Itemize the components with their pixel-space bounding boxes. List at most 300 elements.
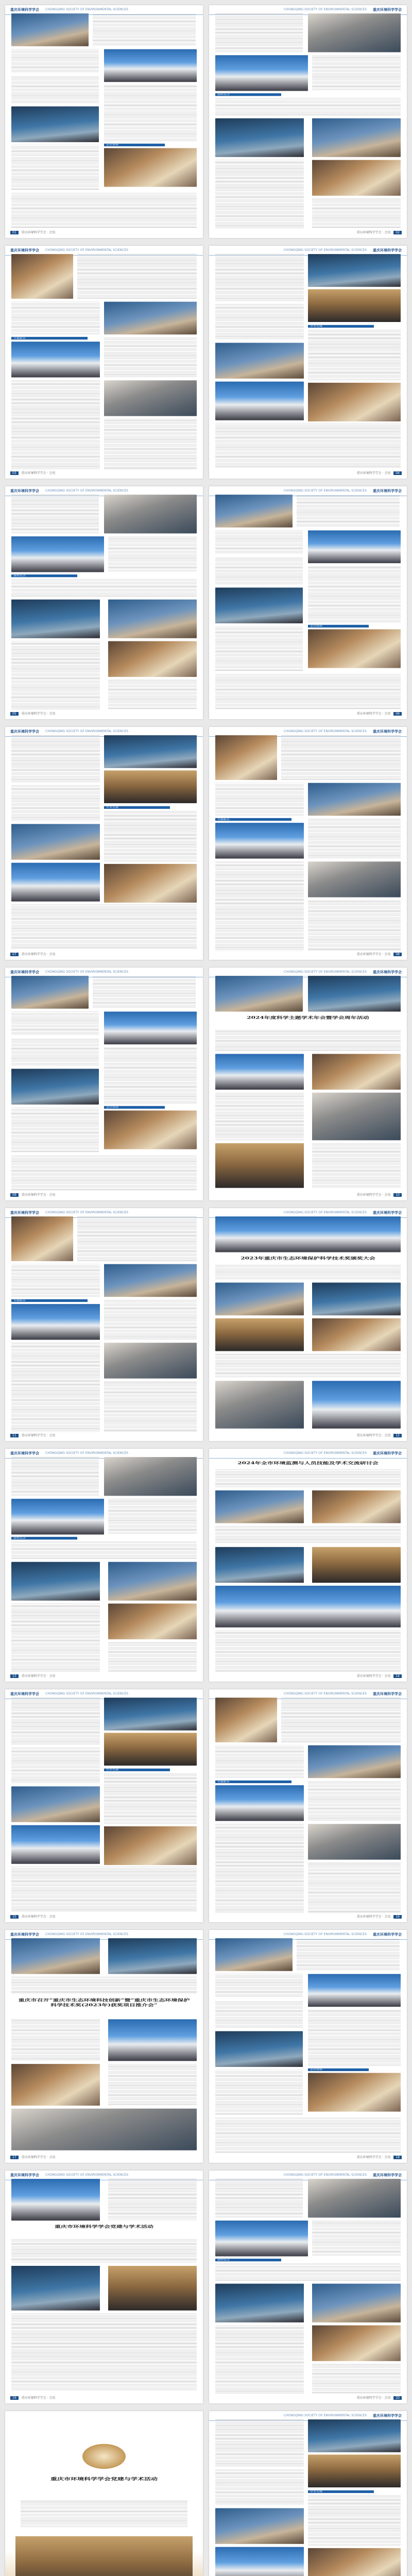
body-text-block xyxy=(11,77,99,104)
page-number: 08 xyxy=(393,953,402,956)
right-page xyxy=(209,1449,407,1682)
photo-caption: 颁奖仪式 xyxy=(215,2259,281,2261)
page-footer xyxy=(214,1673,402,1679)
article-photo xyxy=(108,2266,197,2311)
article-photo xyxy=(104,1012,197,1045)
body-text-block xyxy=(215,98,401,116)
article-photo xyxy=(308,629,401,668)
page-content xyxy=(5,1689,203,1922)
page-content xyxy=(209,1449,407,1682)
body-text-block xyxy=(108,536,197,572)
body-text-block xyxy=(11,1748,100,1783)
page-content xyxy=(209,2411,407,2576)
article-photo xyxy=(215,2547,304,2576)
body-text-block xyxy=(21,2500,187,2527)
article-photo xyxy=(215,735,277,780)
right-page xyxy=(209,1208,407,1441)
article-photo xyxy=(215,1698,277,1742)
right-page xyxy=(209,727,407,960)
body-text-block xyxy=(11,380,100,469)
body-text-block xyxy=(308,2495,401,2546)
article-photo xyxy=(215,1547,304,1583)
page-content xyxy=(5,2411,203,2576)
body-text-block xyxy=(215,2263,401,2281)
magazine-name: 重庆环境科学学会 xyxy=(373,730,402,734)
magazine-name: 重庆环境科学学会 xyxy=(10,1211,39,1215)
magazine-subtitle: CHONGQING SOCIETY OF ENVIRONMENTAL SCIENCES xyxy=(283,489,367,493)
article-photo xyxy=(11,2064,100,2106)
body-text-block xyxy=(108,680,197,710)
article-photo xyxy=(308,1824,401,1859)
page-footer xyxy=(10,470,198,476)
page-content xyxy=(5,1449,203,1682)
article-photo xyxy=(308,2419,401,2452)
page-content xyxy=(5,1208,203,1441)
photo-caption: 颁奖仪式 xyxy=(215,93,281,96)
body-text-block xyxy=(215,160,304,229)
body-text-block xyxy=(215,304,304,340)
article-photo xyxy=(11,1562,100,1601)
article-photo xyxy=(104,302,197,335)
body-text-block xyxy=(104,85,197,142)
article-photo xyxy=(215,823,304,858)
body-text-block xyxy=(108,2179,197,2221)
right-page xyxy=(209,968,407,1200)
magazine-subtitle: CHONGQING SOCIETY OF ENVIRONMENTAL SCIENCES xyxy=(283,970,367,974)
footer-label: 重庆环境科学学会 · 会讯 xyxy=(356,2156,391,2159)
page-content xyxy=(5,5,203,238)
article-photo xyxy=(104,1826,197,1865)
left-page xyxy=(5,2411,203,2576)
page-content xyxy=(5,2171,203,2403)
article-photo xyxy=(308,2179,401,2217)
body-text-block xyxy=(11,641,100,710)
magazine-spread xyxy=(0,967,412,1204)
body-text-block xyxy=(215,2419,304,2467)
left-page xyxy=(5,1208,203,1441)
body-text-block xyxy=(11,1867,197,1911)
body-text-block xyxy=(215,2179,303,2217)
body-text-block xyxy=(308,1862,401,1913)
body-text-block xyxy=(215,1093,304,1140)
magazine-name: 重庆环境科学学会 xyxy=(10,730,39,734)
photo-caption: 学术交流 xyxy=(104,806,170,809)
footer-label: 重庆环境科学学会 · 会讯 xyxy=(21,1674,56,1678)
magazine-name: 重庆环境科学学会 xyxy=(10,970,39,974)
body-text-block xyxy=(308,900,401,951)
article-photo xyxy=(104,1698,197,1731)
article-photo xyxy=(108,1562,197,1601)
magazine-spread xyxy=(0,245,412,482)
body-text-block xyxy=(215,861,304,951)
article-photo xyxy=(312,1381,401,1428)
footer-label: 重庆环境科学学会 · 会讯 xyxy=(21,231,56,234)
article-photo xyxy=(312,1490,401,1523)
body-text-block xyxy=(215,1526,401,1544)
magazine-name: 重庆环境科学学会 xyxy=(10,489,39,493)
article-photo xyxy=(308,383,401,421)
body-text-block xyxy=(215,1745,304,1778)
left-page xyxy=(5,1930,203,2163)
article-photo xyxy=(108,1604,197,1639)
footer-label: 重庆环境科学学会 · 会讯 xyxy=(21,1193,56,1197)
magazine-name: 重庆环境科学学会 xyxy=(10,1692,39,1696)
page-footer xyxy=(214,230,402,235)
page-footer xyxy=(10,1192,198,1197)
left-page xyxy=(5,968,203,1200)
magazine-spread xyxy=(0,1688,412,1925)
article-photo xyxy=(108,2019,197,2061)
body-text-block xyxy=(11,1039,99,1066)
article-photo xyxy=(308,2073,401,2111)
footer-label: 重庆环境科学学会 · 会讯 xyxy=(356,1434,391,1437)
magazine-subtitle: CHONGQING SOCIETY OF ENVIRONMENTAL SCIENCES xyxy=(45,2173,129,2177)
body-text-block xyxy=(11,1108,99,1153)
photo-caption: 会议现场 xyxy=(104,1106,165,1109)
body-text-block xyxy=(11,2019,100,2061)
magazine-subtitle: CHONGQING SOCIETY OF ENVIRONMENTAL SCIENCES xyxy=(283,2414,367,2417)
article-photo xyxy=(215,1938,293,1971)
photo-caption: 学术交流 xyxy=(308,325,374,328)
body-text-block xyxy=(104,1381,197,1432)
magazine-name: 重庆环境科学学会 xyxy=(10,2173,39,2177)
magazine-subtitle: CHONGQING SOCIETY OF ENVIRONMENTAL SCIENCES xyxy=(45,970,129,974)
body-text-block xyxy=(281,1698,401,1742)
article-photo xyxy=(11,254,73,299)
body-text-block xyxy=(308,566,401,623)
body-text-block xyxy=(77,1216,197,1261)
article-photo xyxy=(312,1283,401,1316)
body-text-block xyxy=(215,1354,401,1378)
magazine-subtitle: CHONGQING SOCIETY OF ENVIRONMENTAL SCIENCES xyxy=(283,1451,367,1455)
body-text-block xyxy=(104,1773,197,1824)
article-photo xyxy=(11,863,100,902)
body-text-block xyxy=(215,1469,401,1487)
article-photo xyxy=(215,976,303,1011)
footer-label: 重庆环境科学学会 · 会讯 xyxy=(356,953,391,956)
page-content xyxy=(5,486,203,719)
page-number: 02 xyxy=(393,231,402,234)
magazine-name: 重庆环境科学学会 xyxy=(373,489,402,493)
article-photo xyxy=(308,976,401,1011)
article-photo xyxy=(11,1786,100,1822)
article-photo xyxy=(312,1547,401,1583)
body-text-block xyxy=(104,1300,197,1340)
page-footer xyxy=(214,2395,402,2400)
body-text-block xyxy=(11,1457,99,1496)
page-number: 10 xyxy=(393,1193,402,1197)
left-page xyxy=(5,2171,203,2403)
page-content xyxy=(209,1689,407,1922)
body-text-block xyxy=(215,2326,304,2394)
left-page xyxy=(5,727,203,960)
magazine-name: 重庆环境科学学会 xyxy=(10,8,39,12)
article-photo xyxy=(11,976,89,1009)
page-number: 09 xyxy=(10,1193,19,1197)
article-photo xyxy=(215,1318,304,1351)
magazine-name: 重庆环境科学学会 xyxy=(10,1451,39,1455)
right-page xyxy=(209,1930,407,2163)
footer-label: 重庆环境科学学会 · 会讯 xyxy=(356,1915,391,1919)
body-text-block xyxy=(104,811,197,861)
page-number: 16 xyxy=(393,1915,402,1919)
footer-label: 重庆环境科学学会 · 会讯 xyxy=(356,712,391,716)
article-photo xyxy=(215,1283,304,1316)
body-text-block xyxy=(11,1343,100,1432)
article-photo xyxy=(11,536,104,572)
page-content xyxy=(209,968,407,1200)
left-page xyxy=(5,246,203,479)
body-text-block xyxy=(312,1143,401,1188)
article-photo xyxy=(215,1381,304,1428)
page-number: 19 xyxy=(10,2396,19,2400)
page-footer xyxy=(10,1673,198,1679)
body-text-block xyxy=(11,49,99,73)
body-text-block xyxy=(93,976,196,1008)
page-content xyxy=(5,1930,203,2163)
article-photo xyxy=(312,2284,401,2323)
body-text-block xyxy=(11,2313,197,2391)
body-text-block xyxy=(215,558,303,585)
photo-caption: 会议现场 xyxy=(308,2069,369,2071)
body-text-block xyxy=(104,419,197,469)
magazine-spread xyxy=(0,2170,412,2406)
body-text-block xyxy=(215,1974,303,1998)
magazine-name: 重庆环境科学学会 xyxy=(10,1933,39,1937)
photo-caption: 专题报告 xyxy=(215,1781,291,1783)
article-photo xyxy=(11,1216,73,1261)
magazine-subtitle: CHONGQING SOCIETY OF ENVIRONMENTAL SCIENCES xyxy=(45,730,129,733)
article-photo xyxy=(215,1054,304,1090)
body-text-block xyxy=(11,2239,197,2263)
body-text-block xyxy=(11,1155,197,1191)
article-headline: 重庆市环境科学学会党建与学术活动 xyxy=(54,2224,153,2229)
page-number: 20 xyxy=(393,2396,402,2400)
photo-caption: 专题报告 xyxy=(11,1299,88,1302)
body-text-block xyxy=(93,14,196,46)
article-photo xyxy=(11,600,100,638)
footer-label: 重庆环境科学学会 · 会讯 xyxy=(21,2396,56,2400)
article-photo xyxy=(215,2221,308,2256)
body-text-block xyxy=(104,1047,197,1104)
page-number: 05 xyxy=(10,712,19,716)
magazine-subtitle: CHONGQING SOCIETY OF ENVIRONMENTAL SCIENCES xyxy=(45,1211,129,1214)
photo-caption: 颁奖仪式 xyxy=(11,1537,77,1539)
page-content xyxy=(5,968,203,1200)
article-photo xyxy=(104,380,197,416)
footer-label: 重庆环境科学学会 · 会讯 xyxy=(21,2156,56,2159)
article-photo xyxy=(104,49,197,82)
article-photo xyxy=(308,2454,401,2487)
body-text-block xyxy=(312,2221,401,2256)
photo-caption: 颁奖仪式 xyxy=(11,574,77,577)
article-photo xyxy=(11,13,89,46)
magazine-subtitle: CHONGQING SOCIETY OF ENVIRONMENTAL SCIENCES xyxy=(283,730,367,733)
article-photo xyxy=(104,864,197,903)
body-text-block xyxy=(215,626,303,671)
page-footer xyxy=(214,1192,402,1197)
left-page xyxy=(5,486,203,719)
page-content xyxy=(209,727,407,960)
article-photo xyxy=(308,254,401,287)
body-text-block xyxy=(11,735,100,783)
article-photo xyxy=(104,735,197,768)
article-photo xyxy=(11,1069,99,1105)
photo-caption: 专题报告 xyxy=(11,337,88,340)
magazine-subtitle: CHONGQING SOCIETY OF ENVIRONMENTAL SCIENCES xyxy=(45,8,129,11)
page-number: 12 xyxy=(393,1434,402,1437)
page-footer xyxy=(214,711,402,716)
article-headline: 2023年重庆市生态环境保护科学技术奖颁奖大会 xyxy=(241,1256,375,1261)
magazine-subtitle: CHONGQING SOCIETY OF ENVIRONMENTAL SCIENCES xyxy=(283,248,367,252)
body-text-block xyxy=(215,674,401,709)
left-page xyxy=(5,1449,203,1682)
article-photo xyxy=(215,1216,401,1252)
magazine-spread xyxy=(0,1929,412,2166)
article-photo xyxy=(11,1499,104,1534)
article-photo xyxy=(312,1054,401,1090)
body-text-block xyxy=(11,579,197,597)
article-photo xyxy=(308,13,401,52)
magazine-spread xyxy=(0,1448,412,1685)
article-photo xyxy=(215,118,304,157)
article-photo xyxy=(108,1938,197,1974)
magazine-spread xyxy=(0,1207,412,1444)
magazine-subtitle: CHONGQING SOCIETY OF ENVIRONMENTAL SCIENCES xyxy=(45,1451,129,1455)
magazine-subtitle: CHONGQING SOCIETY OF ENVIRONMENTAL SCIENCES xyxy=(283,1211,367,1214)
magazine-name: 重庆环境科学学会 xyxy=(10,248,39,252)
body-text-block xyxy=(215,531,303,554)
magazine-name: 重庆环境科学学会 xyxy=(373,1933,402,1937)
photo-caption: 会议现场 xyxy=(308,625,369,628)
article-photo xyxy=(312,1318,401,1351)
magazine-name: 重庆环境科学学会 xyxy=(373,248,402,252)
body-text-block xyxy=(308,819,401,858)
magazine-spread xyxy=(0,2410,412,2576)
article-photo xyxy=(11,2109,197,2150)
body-text-block xyxy=(215,2117,401,2153)
article-photo xyxy=(215,55,308,91)
article-headline: 重庆市召开“重庆市生态环境科技创新”暨“重庆市生态环境保护科学技术奖(2023年)获奖项目推介会” xyxy=(18,1998,190,2007)
article-photo xyxy=(215,2031,303,2067)
page-content xyxy=(5,246,203,479)
body-text-block xyxy=(11,1604,100,1672)
article-photo xyxy=(215,1586,401,1628)
page-footer xyxy=(214,1433,402,1438)
body-text-block xyxy=(108,1499,197,1534)
footer-label: 重庆环境科学学会 · 会讯 xyxy=(21,1915,56,1919)
body-text-block xyxy=(11,785,100,821)
body-text-block xyxy=(11,1698,100,1745)
article-photo xyxy=(215,1785,304,1821)
body-text-block xyxy=(215,2070,303,2115)
page-number: 04 xyxy=(393,471,402,475)
cover-headline: 重庆市环境科学学会党建与学术活动 xyxy=(50,2477,158,2482)
body-text-block xyxy=(312,2364,401,2394)
article-photo xyxy=(104,1343,197,1378)
article-photo xyxy=(308,861,401,897)
article-photo xyxy=(215,495,293,528)
footer-label: 重庆环境科学学会 · 会讯 xyxy=(21,953,56,956)
emblem-image xyxy=(82,2444,126,2469)
footer-label: 重庆环境科学学会 · 会讯 xyxy=(356,1193,391,1197)
body-text-block xyxy=(11,1264,100,1297)
body-text-block xyxy=(11,145,99,190)
article-photo xyxy=(215,382,304,420)
page-footer xyxy=(10,1433,198,1438)
right-page xyxy=(209,486,407,719)
page-content xyxy=(209,2171,407,2403)
magazine-name: 重庆环境科学学会 xyxy=(373,1692,402,1696)
right-page xyxy=(209,5,407,238)
page-number: 03 xyxy=(10,471,19,475)
magazine-name: 重庆环境科学学会 xyxy=(373,1211,402,1215)
magazine-spread xyxy=(0,485,412,722)
magazine-subtitle: CHONGQING SOCIETY OF ENVIRONMENTAL SCIENCES xyxy=(283,1933,367,1936)
article-photo xyxy=(308,783,401,816)
body-text-block xyxy=(104,337,197,377)
article-photo xyxy=(312,118,401,157)
article-photo xyxy=(104,1457,197,1496)
article-photo xyxy=(215,1143,304,1188)
magazine-name: 重庆环境科学学会 xyxy=(373,8,402,12)
article-photo xyxy=(11,2266,100,2311)
article-photo xyxy=(11,1304,100,1340)
article-photo xyxy=(215,2284,304,2323)
page-content xyxy=(209,246,407,479)
page-footer xyxy=(10,230,198,235)
body-text-block xyxy=(312,55,401,91)
body-text-block xyxy=(215,254,304,301)
body-text-block xyxy=(297,495,400,527)
footer-label: 重庆环境科学学会 · 会讯 xyxy=(21,712,56,716)
magazine-subtitle: CHONGQING SOCIETY OF ENVIRONMENTAL SCIENCES xyxy=(45,248,129,252)
body-text-block xyxy=(215,2002,303,2028)
body-text-block xyxy=(108,2064,197,2106)
body-text-block xyxy=(11,495,99,533)
body-text-block xyxy=(215,1265,401,1280)
page-number: 17 xyxy=(10,2156,19,2159)
article-photo xyxy=(312,160,401,196)
article-photo xyxy=(11,107,99,142)
article-photo xyxy=(104,148,197,187)
page-footer xyxy=(10,952,198,957)
magazine-subtitle: CHONGQING SOCIETY OF ENVIRONMENTAL SCIENCES xyxy=(283,1692,367,1696)
article-photo xyxy=(11,2179,100,2221)
photo-caption: 专题报告 xyxy=(215,818,291,821)
body-text-block xyxy=(11,1541,197,1560)
body-text-block xyxy=(11,904,197,949)
article-photo xyxy=(104,1110,197,1149)
page-footer xyxy=(214,1914,402,1919)
magazine-subtitle: CHONGQING SOCIETY OF ENVIRONMENTAL SCIENCES xyxy=(45,1933,129,1936)
body-text-block xyxy=(308,2010,401,2066)
magazine-spread xyxy=(0,726,412,963)
article-photo xyxy=(104,1733,197,1766)
footer-label: 重庆环境科学学会 · 会讯 xyxy=(21,1434,56,1437)
left-page xyxy=(5,1689,203,1922)
article-headline: 2024年全市环境监测与人员技能及学术交流研讨会 xyxy=(237,1461,379,1465)
article-photo xyxy=(308,2548,401,2576)
article-photo xyxy=(308,531,401,564)
body-text-block xyxy=(215,423,401,468)
photo-caption: 学术交流 xyxy=(104,1769,170,1771)
article-photo xyxy=(104,1264,197,1297)
right-page xyxy=(209,246,407,479)
body-text-block xyxy=(312,199,401,229)
body-text-block xyxy=(215,1030,401,1050)
left-page xyxy=(5,5,203,238)
